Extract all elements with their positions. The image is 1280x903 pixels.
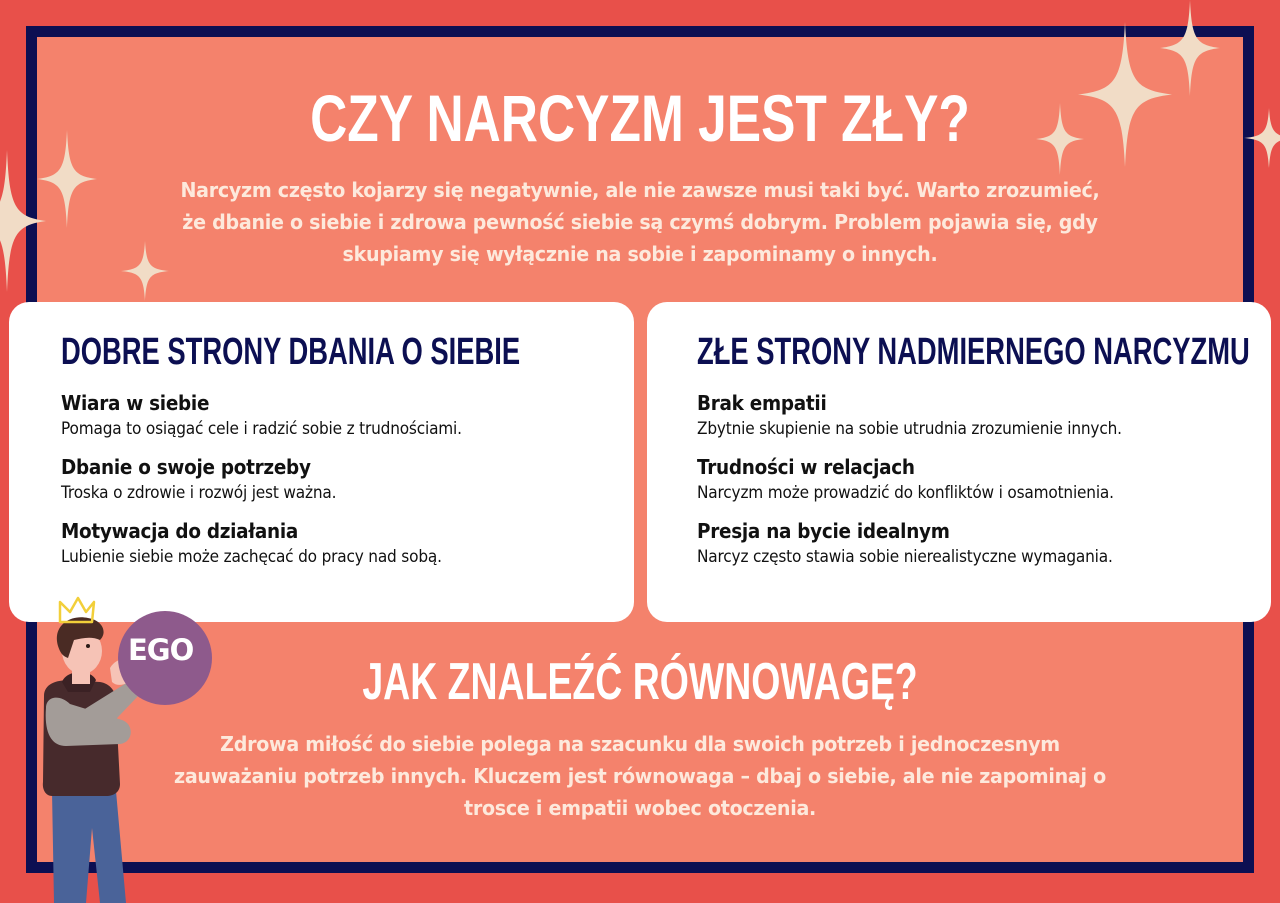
list-item [697, 454, 1154, 504]
item-title: Brak empatii [697, 391, 827, 415]
card-title: ZŁE STRONY NADMIERNEGO NARCYZMU [697, 331, 1250, 373]
item-description: Lubienie siebie może zachęcać do pracy nad sobą. [61, 547, 442, 566]
item-title: Presja na bycie idealnym [697, 519, 950, 543]
sparkle-icon [1244, 108, 1280, 168]
item-description: Pomaga to osiągać cele i radzić sobie z trudnościami. [61, 419, 462, 438]
card-item-list [697, 390, 1154, 582]
list-item [697, 390, 1154, 440]
card-good-sides [9, 302, 634, 622]
item-title: Wiara w siebie [61, 391, 210, 415]
list-item [697, 518, 1154, 568]
item-title: Motywacja do działania [61, 519, 299, 543]
man-blowing-balloon-illustration [30, 596, 230, 903]
section-title: JAK ZNALEŹĆ RÓWNOWAGĘ? [362, 653, 918, 711]
item-title: Trudności w relacjach [697, 455, 915, 479]
list-item [61, 390, 492, 440]
sparkle-icon [37, 130, 97, 228]
card-title: DOBRE STRONY DBANIA O SIEBIE [61, 331, 521, 373]
card-bad-sides [647, 302, 1271, 622]
item-description: Troska o zdrowie i rozwój jest ważna. [61, 483, 337, 502]
list-item [61, 454, 492, 504]
outro-text: Zdrowa miłość do siebie polega na szacunku dla swoich potrzeb i jednoczesnym zauważaniu potrzeb innych. Kluczem jest równowaga – dbaj o siebie, ale nie zapominaj o trosce i empatii wobec otoczenia. [174, 732, 1106, 820]
item-description: Narcyzm może prowadzić do konfliktów i osamotnienia. [697, 483, 1114, 502]
card-item-list [61, 390, 492, 582]
sparkle-icon [1160, 0, 1220, 96]
ego-balloon-label: EGO [128, 633, 194, 667]
sparkle-icon [121, 241, 169, 301]
list-item [61, 518, 492, 568]
item-title: Dbanie o swoje potrzeby [61, 455, 311, 479]
item-description: Narcyz często stawia sobie nierealistyczne wymagania. [697, 547, 1113, 566]
page-title: CZY NARCYZM JEST ZŁY? [310, 81, 970, 155]
item-description: Zbytnie skupienie na sobie utrudnia zrozumienie innych. [697, 419, 1122, 438]
intro-text: Narcyzm często kojarzy się negatywnie, ale nie zawsze musi taki być. Warto zrozumieć, że dbanie o siebie i zdrowa pewność siebie są czymś dobrym. Problem pojawia się, gdy skupiamy się wyłącznie na sobie i zapominamy o innych. [180, 178, 1100, 266]
